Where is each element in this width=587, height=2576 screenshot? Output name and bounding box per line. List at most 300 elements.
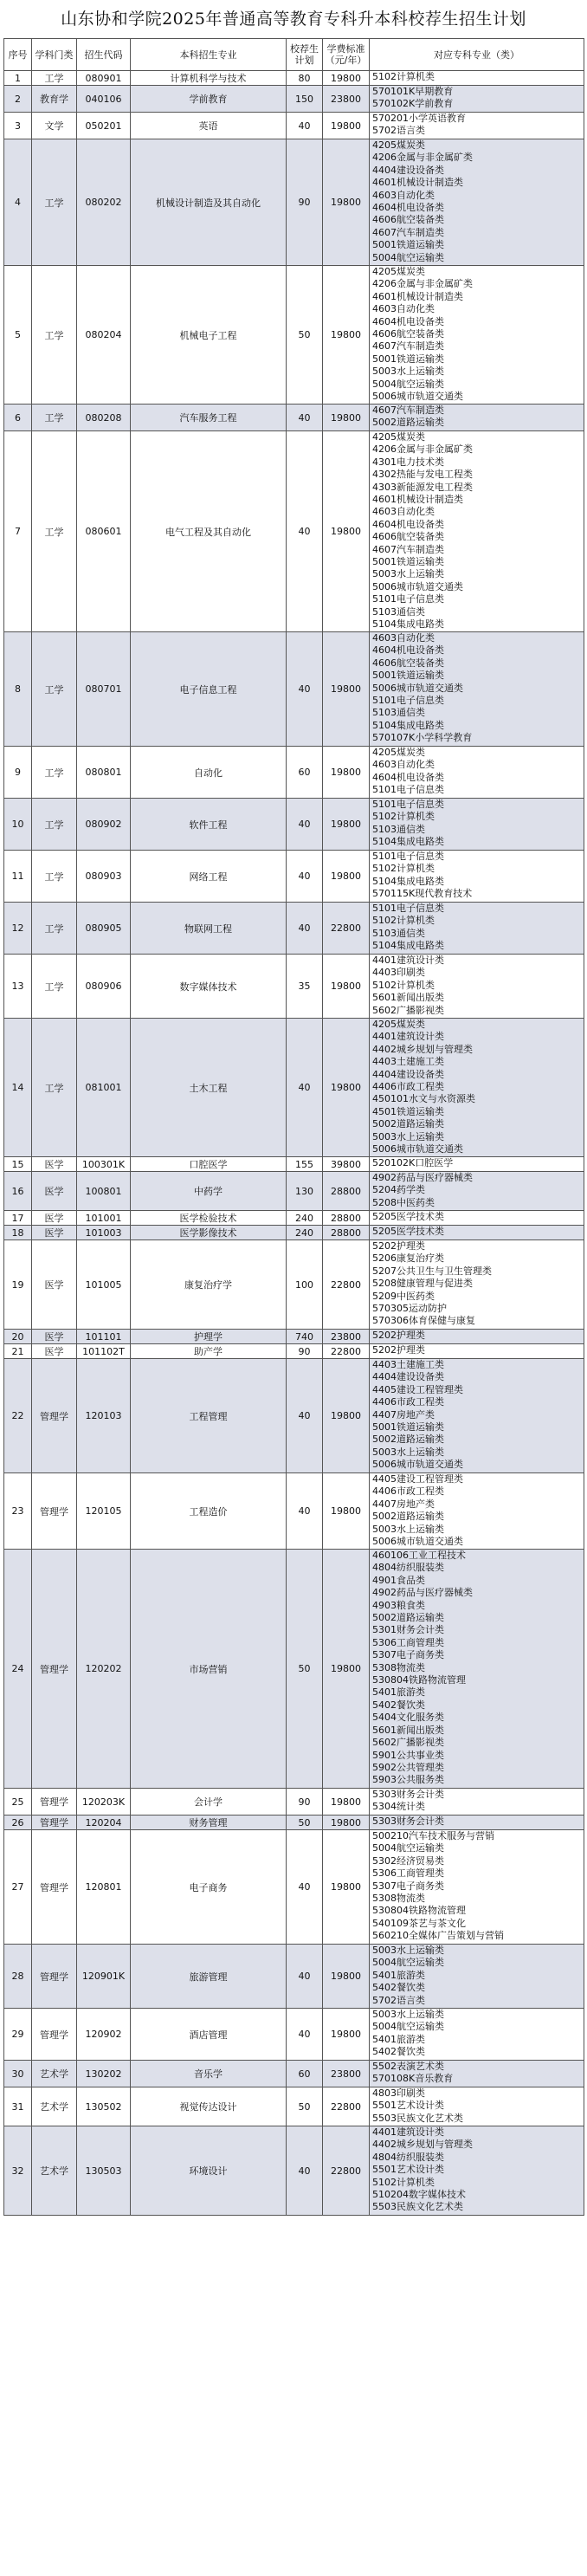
header-fee: 学费标准（元/年） bbox=[323, 39, 370, 71]
cell-plan: 40 bbox=[287, 1019, 323, 1157]
target-major-item: 4601机械设计制造类 bbox=[372, 177, 463, 189]
cell-target-majors bbox=[370, 405, 584, 431]
table-row bbox=[4, 71, 584, 86]
target-major-item: 5002道路运输类 bbox=[372, 1434, 444, 1446]
cell-major: 视觉传达设计 bbox=[131, 2087, 287, 2126]
target-major-item: 4402城乡规划与管理类 bbox=[372, 2139, 473, 2151]
target-major-item: 4607汽车制造类 bbox=[372, 340, 444, 353]
cell-plan: 240 bbox=[287, 1226, 323, 1240]
cell-plan: 40 bbox=[287, 405, 323, 431]
cell-code: 120202 bbox=[77, 1550, 131, 1789]
target-major-item: 5202护理类 bbox=[372, 1330, 425, 1341]
cell-fee: 19800 bbox=[323, 405, 370, 431]
target-major-item: 4606航空装备类 bbox=[372, 214, 444, 226]
target-major-item: 4406市政工程类 bbox=[372, 1396, 444, 1408]
target-major-item: 4205煤炭类 bbox=[372, 139, 425, 151]
cell-code: 101003 bbox=[77, 1226, 131, 1240]
cell-category: 工学 bbox=[32, 139, 77, 266]
cell-code: 100301K bbox=[77, 1157, 131, 1172]
target-major-item: 4206金属与非金属矿类 bbox=[372, 278, 473, 290]
cell-target-majors bbox=[370, 747, 584, 799]
cell-plan: 90 bbox=[287, 1344, 323, 1359]
cell-seq: 8 bbox=[4, 632, 32, 747]
target-major-item: 570201小学英语教育 bbox=[372, 113, 466, 124]
target-major-item: 5202护理类 bbox=[372, 1344, 425, 1356]
cell-target-majors bbox=[370, 2061, 584, 2087]
table-row bbox=[4, 1240, 584, 1330]
cell-category: 医学 bbox=[32, 1330, 77, 1344]
target-major-item: 4405建设工程管理类 bbox=[372, 1473, 463, 1485]
target-major-item: 530804铁路物流管理 bbox=[372, 1674, 466, 1686]
cell-code: 120204 bbox=[77, 1815, 131, 1830]
target-major-item: 5601新闻出版类 bbox=[372, 992, 444, 1004]
cell-plan: 35 bbox=[287, 955, 323, 1019]
cell-fee: 22800 bbox=[323, 1240, 370, 1330]
cell-fee: 23800 bbox=[323, 86, 370, 113]
cell-major: 旅游管理 bbox=[131, 1945, 287, 2009]
target-major-item: 5102计算机类 bbox=[372, 915, 435, 927]
cell-fee: 19800 bbox=[323, 799, 370, 851]
target-major-item: 540109茶艺与茶文化 bbox=[372, 1917, 466, 1929]
cell-code: 080601 bbox=[77, 431, 131, 632]
cell-fee: 19800 bbox=[323, 1473, 370, 1550]
target-major-item: 4601机械设计制造类 bbox=[372, 290, 463, 302]
cell-seq: 4 bbox=[4, 139, 32, 266]
table-row bbox=[4, 2009, 584, 2061]
table-row bbox=[4, 2126, 584, 2216]
cell-target-majors bbox=[370, 1019, 584, 1157]
target-major-item: 4301电力技术类 bbox=[372, 456, 444, 468]
enrollment-plan-table bbox=[3, 38, 584, 2216]
target-major-item: 4407房地产类 bbox=[372, 1498, 435, 1510]
cell-major: 酒店管理 bbox=[131, 2009, 287, 2061]
cell-major: 护理学 bbox=[131, 1330, 287, 1344]
cell-target-majors bbox=[370, 1473, 584, 1550]
cell-code: 080906 bbox=[77, 955, 131, 1019]
target-major-item: 5101电子信息类 bbox=[372, 799, 444, 810]
target-major-item: 4606航空装备类 bbox=[372, 657, 444, 669]
cell-major: 电子商务 bbox=[131, 1830, 287, 1945]
target-major-item: 5308物流类 bbox=[372, 1661, 425, 1673]
cell-code: 120203K bbox=[77, 1789, 131, 1815]
cell-fee: 22800 bbox=[323, 2087, 370, 2126]
target-major-item: 5402餐饮类 bbox=[372, 2046, 425, 2058]
table-row bbox=[4, 955, 584, 1019]
header-seq: 序号 bbox=[4, 39, 32, 71]
cell-target-majors bbox=[370, 955, 584, 1019]
cell-seq: 16 bbox=[4, 1172, 32, 1211]
cell-major: 学前教育 bbox=[131, 86, 287, 113]
target-major-item: 4302热能与发电工程类 bbox=[372, 469, 473, 481]
cell-seq: 14 bbox=[4, 1019, 32, 1157]
cell-category: 医学 bbox=[32, 1344, 77, 1359]
target-major-item: 5304统计类 bbox=[372, 1801, 425, 1813]
target-major-item: 5202护理类 bbox=[372, 1240, 425, 1252]
cell-major: 计算机科学与技术 bbox=[131, 71, 287, 86]
target-major-item: 5104集成电路类 bbox=[372, 875, 444, 887]
cell-category: 医学 bbox=[32, 1211, 77, 1226]
target-major-item: 5003水上运输类 bbox=[372, 1446, 444, 1458]
target-major-item: 5004航空运输类 bbox=[372, 2021, 444, 2033]
cell-fee: 23800 bbox=[323, 1330, 370, 1344]
target-major-item: 5501艺术设计类 bbox=[372, 2100, 444, 2112]
target-major-item: 4404建设设备类 bbox=[372, 1371, 444, 1383]
cell-category: 工学 bbox=[32, 955, 77, 1019]
cell-major: 物联网工程 bbox=[131, 903, 287, 955]
cell-code: 080701 bbox=[77, 632, 131, 747]
cell-major: 英语 bbox=[131, 113, 287, 139]
cell-category: 医学 bbox=[32, 1157, 77, 1172]
target-major-item: 500210汽车技术服务与营销 bbox=[372, 1830, 494, 1841]
target-major-item: 4604机电设备类 bbox=[372, 518, 444, 530]
target-major-item: 4303新能源发电工程类 bbox=[372, 481, 473, 493]
target-major-item: 5306工商管理类 bbox=[372, 1636, 444, 1648]
header-major: 本科招生专业 bbox=[131, 39, 287, 71]
target-major-item: 5103通信类 bbox=[372, 707, 425, 719]
target-major-item: 4403印刷类 bbox=[372, 967, 425, 979]
cell-seq: 20 bbox=[4, 1330, 32, 1344]
cell-category: 管理学 bbox=[32, 1789, 77, 1815]
cell-plan: 40 bbox=[287, 851, 323, 903]
target-major-item: 4205煤炭类 bbox=[372, 431, 425, 443]
target-major-item: 4604机电设备类 bbox=[372, 315, 444, 327]
cell-major: 音乐学 bbox=[131, 2061, 287, 2087]
target-major-item: 5308物流类 bbox=[372, 1893, 425, 1905]
target-major-item: 5104集成电路类 bbox=[372, 618, 444, 631]
target-major-item: 4402城乡规划与管理类 bbox=[372, 1043, 473, 1055]
cell-plan: 150 bbox=[287, 86, 323, 113]
cell-plan: 40 bbox=[287, 632, 323, 747]
target-major-item: 5207公共卫生与卫生管理类 bbox=[372, 1265, 492, 1277]
cell-target-majors bbox=[370, 2009, 584, 2061]
target-major-item: 5001铁道运输类 bbox=[372, 353, 444, 365]
target-major-item: 5104集成电路类 bbox=[372, 940, 444, 952]
cell-code: 101001 bbox=[77, 1211, 131, 1226]
cell-code: 100801 bbox=[77, 1172, 131, 1211]
target-major-item: 5204药学类 bbox=[372, 1184, 425, 1196]
target-major-item: 510204数字媒体技术 bbox=[372, 2189, 466, 2201]
cell-category: 艺术学 bbox=[32, 2126, 77, 2216]
table-row bbox=[4, 747, 584, 799]
cell-fee: 19800 bbox=[323, 1789, 370, 1815]
cell-category: 管理学 bbox=[32, 1815, 77, 1830]
target-major-item: 5205医学技术类 bbox=[372, 1211, 444, 1222]
cell-code: 120105 bbox=[77, 1473, 131, 1550]
cell-seq: 18 bbox=[4, 1226, 32, 1240]
target-major-item: 5001铁道运输类 bbox=[372, 556, 444, 568]
cell-major: 工程造价 bbox=[131, 1473, 287, 1550]
target-major-item: 5002道路运输类 bbox=[372, 1612, 444, 1624]
target-major-item: 5004航空运输类 bbox=[372, 1957, 444, 1969]
table-row bbox=[4, 1019, 584, 1157]
cell-fee: 19800 bbox=[323, 2009, 370, 2061]
cell-category: 医学 bbox=[32, 1226, 77, 1240]
cell-seq: 13 bbox=[4, 955, 32, 1019]
target-major-item: 460106工业工程技术 bbox=[372, 1550, 466, 1561]
cell-code: 050201 bbox=[77, 113, 131, 139]
cell-seq: 3 bbox=[4, 113, 32, 139]
target-major-item: 5003水上运输类 bbox=[372, 366, 444, 378]
cell-target-majors bbox=[370, 632, 584, 747]
target-major-item: 5003水上运输类 bbox=[372, 1945, 444, 1956]
cell-target-majors bbox=[370, 1789, 584, 1815]
target-major-item: 570107K小学科学教育 bbox=[372, 732, 473, 744]
target-major-item: 4205煤炭类 bbox=[372, 1019, 425, 1030]
target-major-item: 4603自动化类 bbox=[372, 632, 435, 644]
target-major-item: 5209中医药类 bbox=[372, 1290, 435, 1302]
target-major-item: 570306体育保健与康复 bbox=[372, 1315, 475, 1327]
target-major-item: 4803印刷类 bbox=[372, 2087, 425, 2099]
cell-seq: 26 bbox=[4, 1815, 32, 1830]
cell-code: 120103 bbox=[77, 1359, 131, 1473]
target-major-item: 5001铁道运输类 bbox=[372, 239, 444, 251]
table-row bbox=[4, 1945, 584, 2009]
cell-seq: 29 bbox=[4, 2009, 32, 2061]
cell-plan: 155 bbox=[287, 1157, 323, 1172]
table-row bbox=[4, 1789, 584, 1815]
table-row bbox=[4, 405, 584, 431]
cell-major: 土木工程 bbox=[131, 1019, 287, 1157]
cell-fee: 19800 bbox=[323, 632, 370, 747]
cell-target-majors bbox=[370, 71, 584, 86]
cell-category: 教育学 bbox=[32, 86, 77, 113]
target-major-item: 4607汽车制造类 bbox=[372, 405, 444, 416]
cell-target-majors bbox=[370, 1330, 584, 1344]
target-major-item: 4603自动化类 bbox=[372, 759, 435, 771]
cell-plan: 40 bbox=[287, 799, 323, 851]
cell-major: 助产学 bbox=[131, 1344, 287, 1359]
cell-major: 机械设计制造及其自动化 bbox=[131, 139, 287, 266]
target-major-item: 5006城市轨道交通类 bbox=[372, 1143, 463, 1155]
target-major-item: 450101水文与水资源类 bbox=[372, 1093, 475, 1105]
target-major-item: 5401旅游类 bbox=[372, 1686, 425, 1699]
target-major-item: 4407房地产类 bbox=[372, 1408, 435, 1421]
cell-plan: 40 bbox=[287, 1830, 323, 1945]
cell-major: 会计学 bbox=[131, 1789, 287, 1815]
cell-plan: 40 bbox=[287, 113, 323, 139]
table-body bbox=[4, 71, 584, 2216]
target-major-item: 4903粮食类 bbox=[372, 1599, 425, 1611]
cell-plan: 40 bbox=[287, 1945, 323, 2009]
cell-major: 工程管理 bbox=[131, 1359, 287, 1473]
cell-category: 工学 bbox=[32, 1019, 77, 1157]
target-major-item: 5101电子信息类 bbox=[372, 695, 444, 707]
target-major-item: 5004航空运输类 bbox=[372, 251, 444, 263]
cell-fee: 19800 bbox=[323, 71, 370, 86]
cell-major: 数字媒体技术 bbox=[131, 955, 287, 1019]
cell-fee: 19800 bbox=[323, 1830, 370, 1945]
target-major-item: 4603自动化类 bbox=[372, 303, 435, 315]
cell-target-majors bbox=[370, 1157, 584, 1172]
target-major-item: 5006城市轨道交通类 bbox=[372, 1536, 463, 1548]
target-major-item: 570102K学前教育 bbox=[372, 98, 454, 110]
target-major-item: 5401旅游类 bbox=[372, 2033, 425, 2045]
cell-major: 口腔医学 bbox=[131, 1157, 287, 1172]
table-row bbox=[4, 903, 584, 955]
cell-fee: 19800 bbox=[323, 431, 370, 632]
target-major-item: 5102计算机类 bbox=[372, 2176, 435, 2188]
table-row bbox=[4, 632, 584, 747]
cell-major: 电气工程及其自动化 bbox=[131, 431, 287, 632]
table-row bbox=[4, 1830, 584, 1945]
target-major-item: 4604机电设备类 bbox=[372, 644, 444, 657]
target-major-item: 5601新闻出版类 bbox=[372, 1724, 444, 1736]
target-major-item: 530804铁路物流管理 bbox=[372, 1905, 466, 1917]
cell-target-majors bbox=[370, 431, 584, 632]
target-major-item: 5101电子信息类 bbox=[372, 593, 444, 605]
target-major-item: 4406市政工程类 bbox=[372, 1081, 444, 1093]
header-category: 学科门类 bbox=[32, 39, 77, 71]
cell-plan: 40 bbox=[287, 431, 323, 632]
target-major-item: 5208中医药类 bbox=[372, 1196, 435, 1208]
target-major-item: 4401建筑设计类 bbox=[372, 955, 444, 966]
cell-seq: 12 bbox=[4, 903, 32, 955]
cell-category: 管理学 bbox=[32, 1830, 77, 1945]
cell-category: 工学 bbox=[32, 903, 77, 955]
cell-major: 康复治疗学 bbox=[131, 1240, 287, 1330]
target-major-item: 5702语言类 bbox=[372, 125, 425, 137]
cell-plan: 240 bbox=[287, 1211, 323, 1226]
cell-major: 医学检验技术 bbox=[131, 1211, 287, 1226]
cell-target-majors bbox=[370, 113, 584, 139]
cell-major: 自动化 bbox=[131, 747, 287, 799]
target-major-item: 5307电子商务类 bbox=[372, 1880, 444, 1892]
cell-plan: 50 bbox=[287, 1815, 323, 1830]
cell-category: 管理学 bbox=[32, 1550, 77, 1789]
target-major-item: 5102计算机类 bbox=[372, 71, 435, 82]
cell-code: 120901K bbox=[77, 1945, 131, 2009]
cell-fee: 39800 bbox=[323, 1157, 370, 1172]
cell-category: 文学 bbox=[32, 113, 77, 139]
table-row bbox=[4, 1211, 584, 1226]
cell-major: 机械电子工程 bbox=[131, 266, 287, 405]
cell-target-majors bbox=[370, 266, 584, 405]
cell-seq: 1 bbox=[4, 71, 32, 86]
target-major-item: 5208健康管理与促进类 bbox=[372, 1278, 473, 1290]
cell-major: 医学影像技术 bbox=[131, 1226, 287, 1240]
cell-code: 080903 bbox=[77, 851, 131, 903]
cell-target-majors bbox=[370, 1815, 584, 1830]
target-major-item: 4601机械设计制造类 bbox=[372, 494, 463, 506]
cell-seq: 25 bbox=[4, 1789, 32, 1815]
target-major-item: 5503民族文化艺术类 bbox=[372, 2201, 463, 2213]
target-major-item: 5001铁道运输类 bbox=[372, 670, 444, 682]
cell-plan: 60 bbox=[287, 2061, 323, 2087]
cell-target-majors bbox=[370, 1945, 584, 2009]
table-row bbox=[4, 266, 584, 405]
cell-major: 电子信息工程 bbox=[131, 632, 287, 747]
cell-plan: 100 bbox=[287, 1240, 323, 1330]
target-major-item: 4405建设工程管理类 bbox=[372, 1383, 463, 1395]
table-row bbox=[4, 1157, 584, 1172]
cell-target-majors bbox=[370, 1211, 584, 1226]
cell-fee: 23800 bbox=[323, 2061, 370, 2087]
cell-category: 工学 bbox=[32, 851, 77, 903]
target-major-item: 5101电子信息类 bbox=[372, 851, 444, 862]
cell-fee: 19800 bbox=[323, 139, 370, 266]
cell-target-majors bbox=[370, 2087, 584, 2126]
target-major-item: 4205煤炭类 bbox=[372, 266, 425, 277]
cell-seq: 30 bbox=[4, 2061, 32, 2087]
target-major-item: 4603自动化类 bbox=[372, 189, 435, 201]
cell-category: 工学 bbox=[32, 799, 77, 851]
cell-category: 医学 bbox=[32, 1240, 77, 1330]
target-major-item: 4902药品与医疗器械类 bbox=[372, 1172, 473, 1183]
cell-category: 医学 bbox=[32, 1172, 77, 1211]
cell-category: 艺术学 bbox=[32, 2087, 77, 2126]
cell-major: 中药学 bbox=[131, 1172, 287, 1211]
target-major-item: 4606航空装备类 bbox=[372, 328, 444, 340]
cell-fee: 22800 bbox=[323, 2126, 370, 2216]
target-major-item: 570305运动防护 bbox=[372, 1303, 447, 1315]
cell-fee: 22800 bbox=[323, 1344, 370, 1359]
target-major-item: 4401建筑设计类 bbox=[372, 2126, 444, 2138]
target-major-item: 5102计算机类 bbox=[372, 979, 435, 991]
target-major-item: 5004航空运输类 bbox=[372, 1842, 444, 1854]
target-major-item: 5702语言类 bbox=[372, 1994, 425, 2006]
cell-plan: 130 bbox=[287, 1172, 323, 1211]
cell-seq: 6 bbox=[4, 405, 32, 431]
target-major-item: 570101K早期教育 bbox=[372, 86, 454, 97]
target-major-item: 5402餐饮类 bbox=[372, 1699, 425, 1711]
table-row bbox=[4, 1344, 584, 1359]
cell-code: 080901 bbox=[77, 71, 131, 86]
cell-fee: 19800 bbox=[323, 1815, 370, 1830]
target-major-item: 5901公共事业类 bbox=[372, 1749, 444, 1761]
target-major-item: 5502表演艺术类 bbox=[372, 2061, 444, 2072]
cell-plan: 80 bbox=[287, 71, 323, 86]
cell-code: 080208 bbox=[77, 405, 131, 431]
table-row bbox=[4, 139, 584, 266]
header-code: 招生代码 bbox=[77, 39, 131, 71]
table-row bbox=[4, 1330, 584, 1344]
cell-major: 汽车服务工程 bbox=[131, 405, 287, 431]
cell-category: 工学 bbox=[32, 71, 77, 86]
cell-fee: 19800 bbox=[323, 851, 370, 903]
target-major-item: 5205医学技术类 bbox=[372, 1226, 444, 1237]
cell-fee: 19800 bbox=[323, 1550, 370, 1789]
cell-plan: 90 bbox=[287, 139, 323, 266]
target-major-item: 5006城市轨道交通类 bbox=[372, 580, 463, 592]
cell-seq: 17 bbox=[4, 1211, 32, 1226]
target-major-item: 5401旅游类 bbox=[372, 1969, 425, 1981]
target-major-item: 4406市政工程类 bbox=[372, 1485, 444, 1498]
cell-major: 环境设计 bbox=[131, 2126, 287, 2216]
cell-plan: 40 bbox=[287, 1359, 323, 1473]
cell-code: 080202 bbox=[77, 139, 131, 266]
target-major-item: 5001铁道运输类 bbox=[372, 1421, 444, 1434]
target-major-item: 4403土建施工类 bbox=[372, 1359, 444, 1370]
cell-code: 101101 bbox=[77, 1330, 131, 1344]
cell-code: 101102T bbox=[77, 1344, 131, 1359]
target-major-item: 5303财务会计类 bbox=[372, 1815, 444, 1827]
target-major-item: 5206康复治疗类 bbox=[372, 1252, 444, 1265]
cell-seq: 32 bbox=[4, 2126, 32, 2216]
target-major-item: 520102K口腔医学 bbox=[372, 1157, 454, 1168]
cell-seq: 22 bbox=[4, 1359, 32, 1473]
target-major-item: 4403土建施工类 bbox=[372, 1056, 444, 1068]
cell-fee: 19800 bbox=[323, 1945, 370, 2009]
target-major-item: 4804纺织服装类 bbox=[372, 1562, 444, 1574]
target-major-item: 5402餐饮类 bbox=[372, 1982, 425, 1994]
cell-code: 080204 bbox=[77, 266, 131, 405]
target-major-item: 4206金属与非金属矿类 bbox=[372, 443, 473, 456]
cell-code: 081001 bbox=[77, 1019, 131, 1157]
cell-target-majors bbox=[370, 799, 584, 851]
table-row bbox=[4, 799, 584, 851]
table-row bbox=[4, 1226, 584, 1240]
cell-code: 130502 bbox=[77, 2087, 131, 2126]
